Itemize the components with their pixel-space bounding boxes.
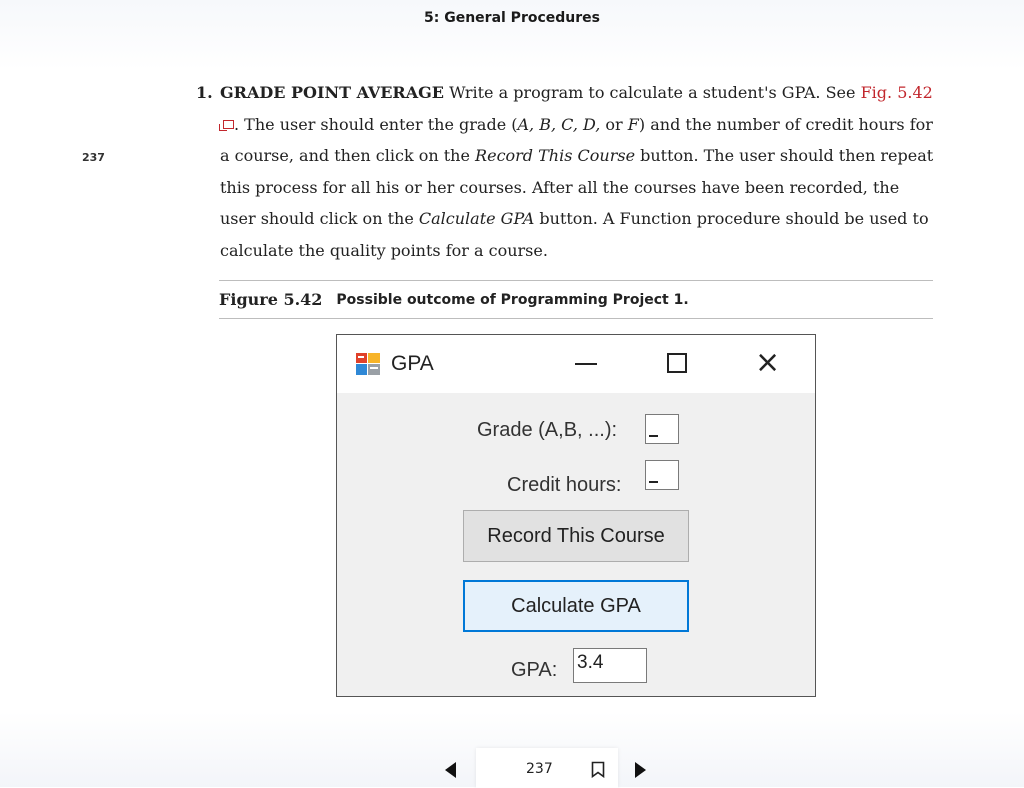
exercise-line3: button. The user should then repeat this process for all his or her courses. After all the courses have been recorded, the user should click on the — [220, 146, 934, 228]
next-page-icon[interactable] — [635, 762, 646, 778]
chapter-title: 5: General Procedures — [424, 10, 600, 26]
figure-link-text[interactable]: Fig. 5.42 — [860, 83, 933, 102]
figure-label: Figure 5.42 — [219, 290, 323, 309]
previous-page-icon[interactable] — [445, 762, 456, 778]
page-indicator — [476, 748, 618, 788]
exercise-line4: button. A Function procedure should be used to calculate the quality points for a course. — [220, 209, 929, 260]
margin-page-number: 237 — [82, 151, 105, 164]
footer-page-number: 237 — [526, 761, 553, 777]
record-course-ref: Record This Course — [475, 146, 636, 165]
exercise-number: 1. — [196, 83, 213, 102]
exercise-line2a: The user should enter the grade ( — [244, 114, 518, 134]
app-form-icon — [355, 351, 381, 377]
grade-input[interactable] — [645, 414, 679, 444]
exercise-body: GRADE POINT AVERAGE Write a program to calculate a student's GPA. See Fig. 5.42. The user should enter the grade (A, B, C, D, or F) and the number of credit hours for a course, and then click on the Record This Course button. The user should then repeat this process for all his or her courses. After all the courses have been recorded, the user should click on the Calculate GPA button. A Function procedure should be used to calculate the quality points for a course. — [220, 83, 934, 260]
grade-letters: A, B, C, D, — [517, 114, 601, 134]
or-word: or — [600, 114, 628, 134]
bookmark-icon[interactable] — [591, 761, 605, 778]
window-titlebar[interactable] — [337, 335, 815, 393]
text-caret — [649, 435, 658, 437]
calculate-gpa-ref: Calculate GPA — [418, 209, 535, 228]
text-caret — [649, 481, 658, 483]
grade-f: F — [627, 114, 639, 134]
credit-hours-input[interactable] — [645, 460, 679, 490]
record-course-button[interactable]: Record This Course — [463, 510, 689, 562]
close-icon[interactable]: × — [755, 345, 781, 380]
calculate-gpa-button[interactable]: Calculate GPA — [463, 580, 689, 632]
credit-hours-label: Credit hours: — [507, 474, 622, 496]
maximize-icon[interactable] — [667, 353, 687, 373]
figure-caption-text: Possible outcome of Programming Project 1. — [336, 291, 689, 308]
exercise-text — [196, 77, 936, 266]
gpa-label: GPA: — [511, 659, 558, 681]
exercise-line2b: ) and the number of credit hours for a course, and then click on the — [220, 114, 933, 165]
figure-caption — [219, 280, 933, 319]
gpa-output[interactable]: 3.4 — [573, 648, 647, 683]
gpa-window — [336, 334, 816, 697]
grade-label: Grade (A,B, ...): — [477, 419, 618, 441]
external-link-icon[interactable] — [223, 120, 234, 129]
exercise-term: GRADE POINT AVERAGE — [220, 83, 444, 102]
window-title: GPA — [391, 352, 434, 375]
minimize-icon[interactable] — [575, 363, 597, 365]
exercise-intro: Write a program to calculate a student's GPA. See — [444, 83, 861, 102]
